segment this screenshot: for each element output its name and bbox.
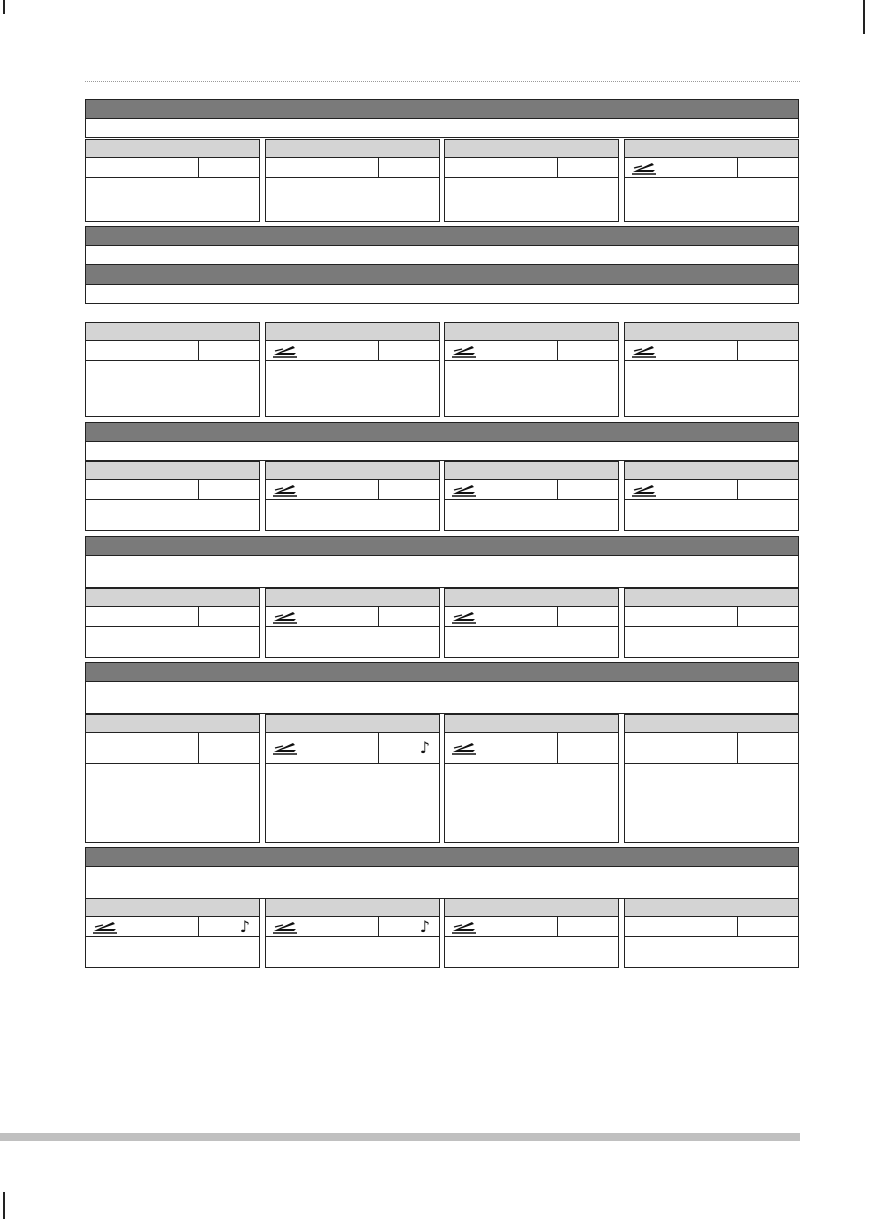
parameter-sync-cell — [558, 607, 618, 626]
parameter-cell — [444, 714, 619, 843]
parameter-value-row — [266, 480, 439, 500]
crop-mark-top-left — [3, 0, 5, 14]
parameter-value-row — [86, 480, 259, 500]
parameter-cell — [85, 714, 260, 843]
parameter-sync-cell — [738, 607, 798, 626]
parameter-cell — [624, 714, 799, 843]
parameter-range-cell — [86, 158, 199, 177]
parameter-cell — [444, 139, 619, 222]
effect-section-4 — [85, 422, 799, 461]
parameter-name-header — [625, 589, 798, 607]
parameter-sync-cell — [558, 341, 618, 360]
parameter-cell — [265, 714, 440, 843]
parameter-sync-cell — [199, 158, 259, 177]
parameter-name-header — [445, 462, 618, 480]
parameter-name-header — [445, 899, 618, 917]
parameter-value-row — [86, 733, 259, 764]
parameter-range-cell — [625, 733, 738, 763]
parameter-name-header — [445, 715, 618, 733]
crop-mark-top-right — [863, 0, 865, 34]
parameter-sync-cell — [379, 917, 439, 936]
parameter-range-cell — [86, 733, 199, 763]
footer-bar — [0, 1133, 800, 1141]
eighth-note-icon: ♪ — [419, 916, 430, 936]
parameter-sync-cell — [379, 733, 439, 763]
effect-name-bar — [85, 265, 799, 285]
crop-mark-bottom-left — [3, 1192, 5, 1219]
parameter-name-header — [625, 140, 798, 158]
parameter-sync-cell — [558, 480, 618, 499]
effect-name-bar — [85, 662, 799, 682]
parameter-value-row — [625, 607, 798, 627]
parameter-value-row — [445, 341, 618, 361]
dotted-rule — [85, 81, 800, 82]
parameter-cell — [265, 322, 440, 417]
parameter-value-row — [266, 158, 439, 178]
expression-pedal-icon — [272, 920, 298, 934]
effect-description — [85, 119, 799, 138]
parameter-value-row — [445, 607, 618, 627]
parameter-range-cell — [445, 733, 558, 763]
parameter-range-cell — [625, 607, 738, 626]
parameter-sync-cell — [199, 341, 259, 360]
parameter-cell — [85, 461, 260, 531]
parameter-cell — [624, 588, 799, 658]
effect-section-7 — [85, 847, 799, 899]
parameter-name-header — [445, 323, 618, 341]
parameter-sync-cell — [199, 607, 259, 626]
parameter-range-cell — [266, 158, 379, 177]
parameter-range-cell — [86, 607, 199, 626]
effect-description — [85, 246, 799, 265]
expression-pedal-icon — [451, 741, 477, 755]
parameter-name-header — [625, 462, 798, 480]
parameter-range-cell — [266, 341, 379, 360]
parameter-value-row — [266, 917, 439, 937]
parameter-name-header — [625, 323, 798, 341]
parameter-name-header — [266, 589, 439, 607]
parameter-range-cell — [86, 341, 199, 360]
parameter-explanation — [625, 627, 798, 657]
expression-pedal-icon — [272, 344, 298, 358]
effect-section-1 — [85, 99, 799, 138]
parameter-cell — [85, 139, 260, 222]
parameter-explanation — [266, 500, 439, 530]
parameter-explanation — [86, 178, 259, 221]
parameter-explanation — [625, 937, 798, 967]
parameter-sync-cell — [379, 480, 439, 499]
parameter-cell — [624, 898, 799, 968]
parameter-explanation — [625, 500, 798, 530]
parameter-explanation — [445, 764, 618, 842]
effect-name-bar — [85, 99, 799, 119]
parameter-value-row — [625, 917, 798, 937]
parameter-value-row — [625, 158, 798, 178]
parameter-explanation — [86, 764, 259, 842]
parameter-sync-cell — [738, 341, 798, 360]
effect-name-bar — [85, 422, 799, 442]
parameter-value-row — [266, 733, 439, 764]
parameter-cell — [624, 139, 799, 222]
effect-section-2 — [85, 226, 799, 304]
parameter-explanation — [86, 361, 259, 416]
parameter-value-row — [625, 341, 798, 361]
parameter-name-header — [86, 715, 259, 733]
parameter-explanation — [86, 937, 259, 967]
effect-description — [85, 556, 799, 588]
parameter-cell — [265, 139, 440, 222]
parameter-range-cell — [266, 480, 379, 499]
parameter-name-header — [86, 462, 259, 480]
parameter-sync-cell — [738, 158, 798, 177]
parameter-name-header — [445, 140, 618, 158]
parameter-name-header — [445, 589, 618, 607]
parameter-explanation — [445, 627, 618, 657]
parameter-value-row — [266, 607, 439, 627]
parameter-range-cell — [445, 158, 558, 177]
parameter-range-cell — [625, 341, 738, 360]
expression-pedal-icon — [631, 344, 657, 358]
parameter-value-row — [445, 733, 618, 764]
parameter-name-header — [266, 715, 439, 733]
parameter-sync-cell — [738, 917, 798, 936]
parameter-value-row — [625, 480, 798, 500]
parameter-name-header — [266, 462, 439, 480]
expression-pedal-icon — [451, 483, 477, 497]
parameter-sync-cell — [199, 733, 259, 763]
parameter-name-header — [86, 589, 259, 607]
parameter-cell — [444, 588, 619, 658]
effect-section-5 — [85, 536, 799, 588]
parameter-explanation — [266, 937, 439, 967]
parameter-range-cell — [86, 917, 199, 936]
expression-pedal-icon — [272, 741, 298, 755]
expression-pedal-icon — [272, 483, 298, 497]
parameter-value-row — [445, 480, 618, 500]
parameter-explanation — [266, 764, 439, 842]
parameter-explanation — [86, 500, 259, 530]
parameter-name-header — [266, 899, 439, 917]
parameter-range-cell — [266, 733, 379, 763]
parameter-explanation — [445, 937, 618, 967]
parameter-range-cell — [625, 158, 738, 177]
expression-pedal-icon — [631, 483, 657, 497]
parameter-name-header — [266, 140, 439, 158]
parameter-sync-cell — [379, 607, 439, 626]
parameter-explanation — [625, 178, 798, 221]
parameter-range-cell — [625, 480, 738, 499]
effect-description — [85, 285, 799, 304]
parameter-range-cell — [266, 917, 379, 936]
parameter-explanation — [445, 361, 618, 416]
parameter-explanation — [266, 627, 439, 657]
parameter-explanation — [445, 500, 618, 530]
parameter-sync-cell — [199, 480, 259, 499]
parameter-range-cell — [625, 917, 738, 936]
parameter-value-row — [86, 341, 259, 361]
parameter-sync-cell — [199, 917, 259, 936]
parameter-sync-cell — [738, 480, 798, 499]
expression-pedal-icon — [451, 344, 477, 358]
parameter-name-header — [625, 899, 798, 917]
parameter-cell — [624, 322, 799, 417]
parameter-value-row — [86, 158, 259, 178]
parameter-explanation — [625, 361, 798, 416]
parameter-name-header — [86, 140, 259, 158]
parameter-cell — [444, 898, 619, 968]
expression-pedal-icon — [451, 610, 477, 624]
parameter-sync-cell — [558, 158, 618, 177]
effect-name-bar — [85, 536, 799, 556]
parameter-cell — [265, 898, 440, 968]
effect-description — [85, 867, 799, 899]
parameter-sync-cell — [558, 733, 618, 763]
parameter-sync-cell — [379, 341, 439, 360]
parameter-name-header — [86, 899, 259, 917]
parameter-sync-cell — [379, 158, 439, 177]
expression-pedal-icon — [451, 920, 477, 934]
parameter-value-row — [266, 341, 439, 361]
parameter-cell — [444, 461, 619, 531]
parameter-range-cell — [445, 480, 558, 499]
parameter-explanation — [266, 178, 439, 221]
parameter-value-row — [445, 158, 618, 178]
parameter-cell — [85, 322, 260, 417]
parameter-range-cell — [86, 480, 199, 499]
parameter-sync-cell — [558, 917, 618, 936]
parameter-cell — [624, 461, 799, 531]
effect-section-6 — [85, 662, 799, 714]
parameter-value-row — [86, 917, 259, 937]
parameter-cell — [85, 588, 260, 658]
parameter-range-cell — [445, 341, 558, 360]
effect-description — [85, 442, 799, 461]
effect-description — [85, 682, 799, 714]
parameter-cell — [265, 588, 440, 658]
parameter-sync-cell — [738, 733, 798, 763]
parameter-value-row — [445, 917, 618, 937]
expression-pedal-icon — [92, 920, 118, 934]
expression-pedal-icon — [272, 610, 298, 624]
parameter-explanation — [86, 627, 259, 657]
eighth-note-icon: ♪ — [419, 738, 430, 757]
parameter-range-cell — [266, 607, 379, 626]
parameter-explanation — [625, 764, 798, 842]
parameter-cell — [444, 322, 619, 417]
eighth-note-icon: ♪ — [239, 916, 250, 936]
effect-name-bar — [85, 226, 799, 246]
parameter-name-header — [86, 323, 259, 341]
parameter-range-cell — [445, 607, 558, 626]
effect-name-bar — [85, 847, 799, 867]
parameter-cell — [265, 461, 440, 531]
parameter-explanation — [445, 178, 618, 221]
parameter-explanation — [266, 361, 439, 416]
expression-pedal-icon — [631, 161, 657, 175]
parameter-value-row — [86, 607, 259, 627]
parameter-value-row — [625, 733, 798, 764]
parameter-range-cell — [445, 917, 558, 936]
parameter-cell — [85, 898, 260, 968]
parameter-name-header — [266, 323, 439, 341]
parameter-name-header — [625, 715, 798, 733]
